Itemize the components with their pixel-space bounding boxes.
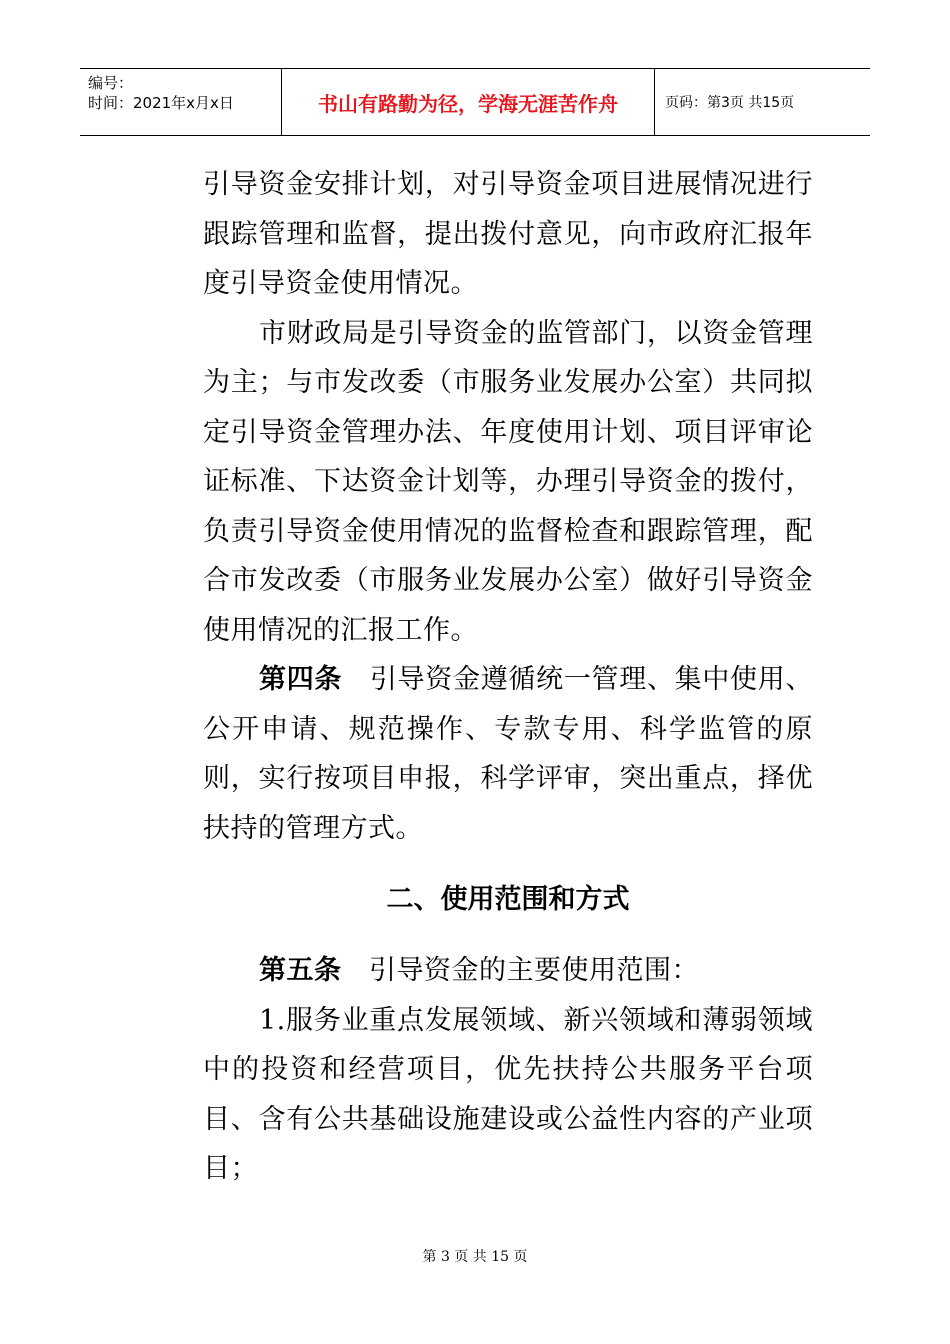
number-label: 编号： [88,74,134,92]
article-4-text: 引导资金遵循统一管理、集中使用、公开申请、规范操作、专款专用、科学监管的原则，实行按项目申报，科学评审，突出重点，择优扶持的管理方式。 [203,664,814,844]
article-5-title: 第五条 [259,955,342,986]
article-5-text: 引导资金的主要使用范围： [341,955,699,986]
page-footer: 第 3 页 共 15 页 [422,1249,528,1265]
page-header [80,68,870,136]
list-item-1: 1.服务业重点发展领域、新兴领域和薄弱领域中的投资和经营项目，优先扶持公共服务平台项目、含有公共基础设施建设或公益性内容的产业项目； [203,1004,813,1184]
article-5 [203,946,813,996]
document-body [203,160,813,1194]
paragraph-1: 引导资金安排计划，对引导资金项目进展情况进行跟踪管理和监督，提出拨付意见，向市政府汇报年度引导资金使用情况。 [203,169,813,299]
header-motto: 书山有路勤为径，学海无涯苦作舟 [282,69,655,135]
header-meta [80,69,282,135]
section-heading: 二、使用范围和方式 [386,884,630,915]
article-4-title: 第四条 [259,664,343,695]
header-page-code: 页码：第3页 共15页 [665,95,795,111]
paragraph-2: 市财政局是引导资金的监管部门，以资金管理为主；与市发改委（市服务业发展办公室）共同拟定引导资金管理办法、年度使用计划、项目评审论证标准、下达资金计划等，办理引导资金的拨付，负责引导资金使用情况的监督检查和跟踪管理，配合市发改委（市服务业发展办公室）做好引导资金使用情况的汇报工作。 [203,317,813,646]
article-4 [203,655,813,853]
time-label: 时间：2021年x月x日 [88,94,234,112]
